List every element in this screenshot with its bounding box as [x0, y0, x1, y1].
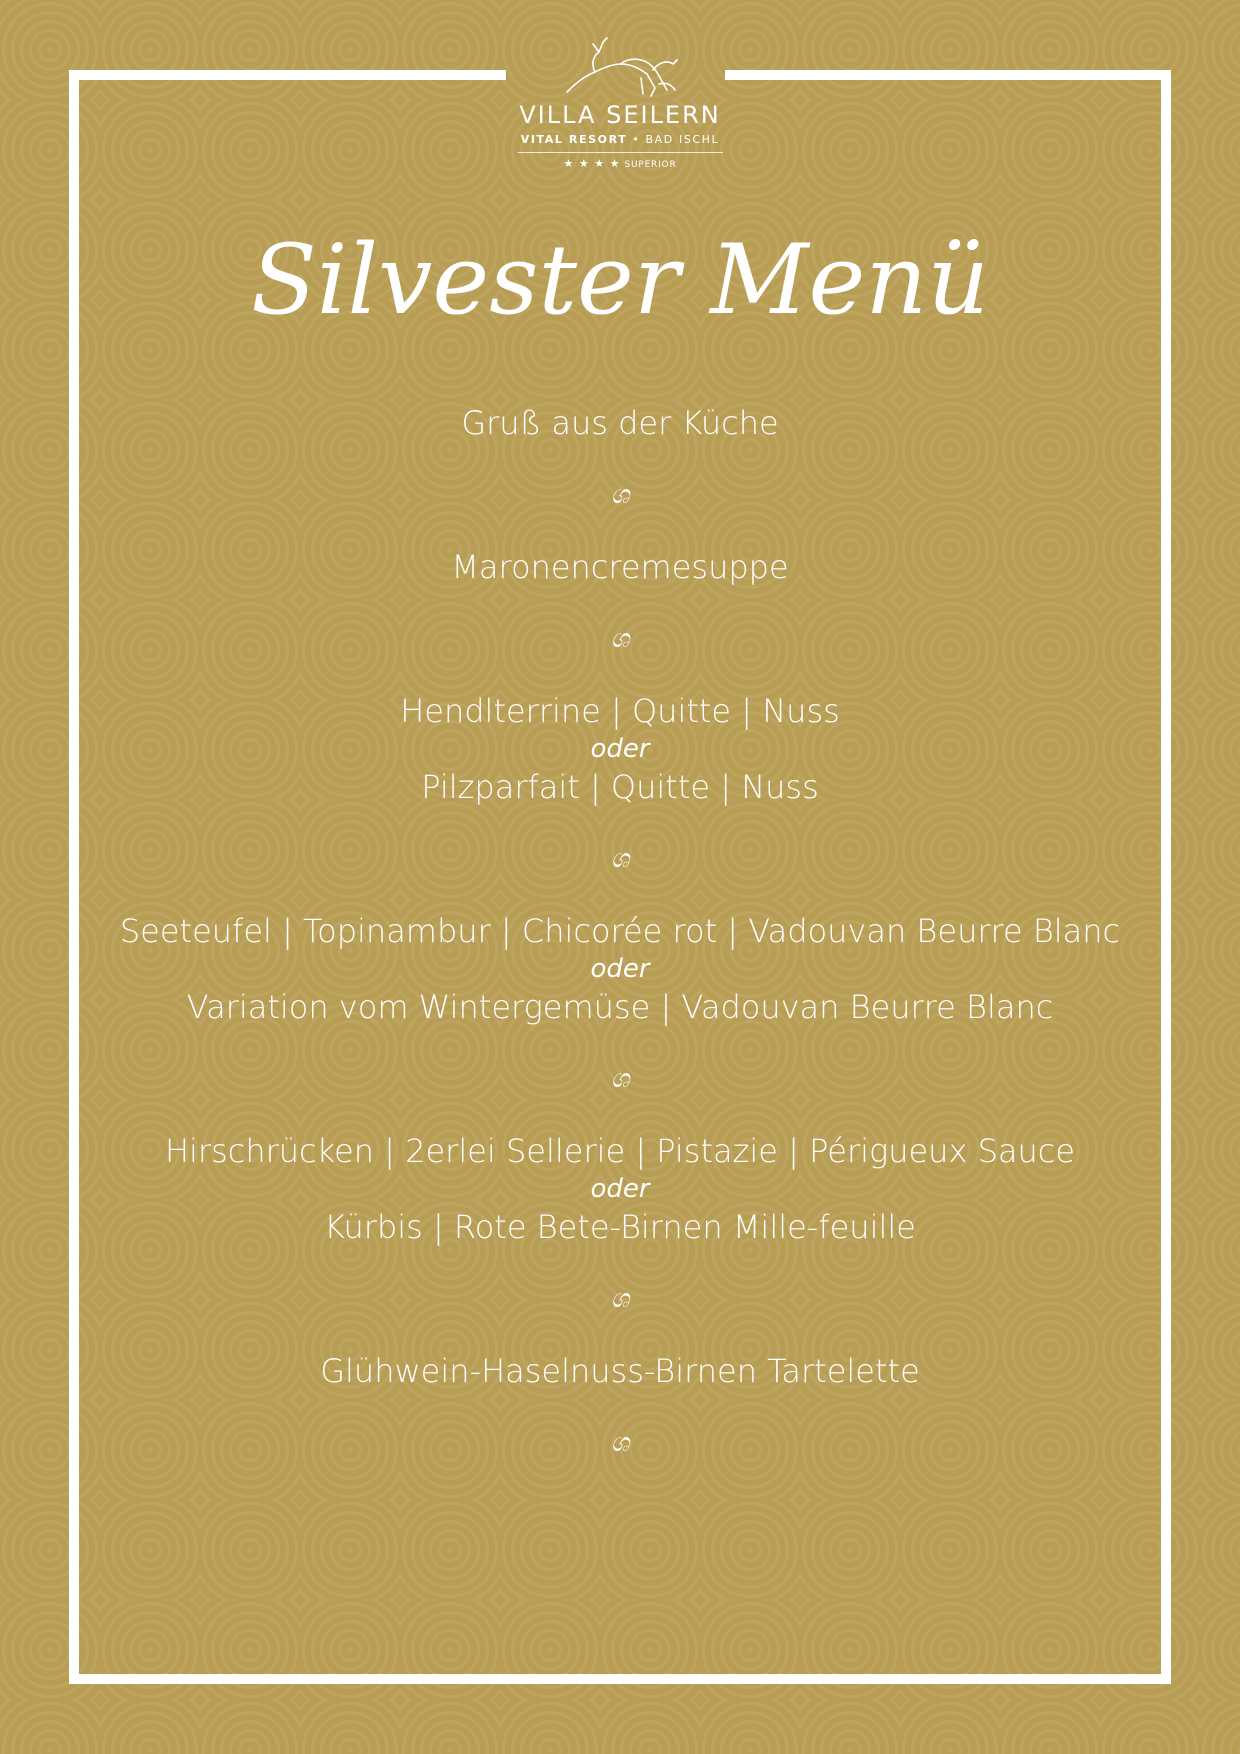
course-5 — [80, 1128, 1160, 1250]
course-4-main: Seeteufel | Topinambur | Chicorée rot | Vadouvan Beurre Blanc — [119, 912, 1121, 950]
logo-stars — [490, 157, 750, 172]
course-6 — [80, 1348, 1160, 1394]
separator-flourish-icon: ශ — [610, 1284, 630, 1314]
course-4 — [80, 908, 1160, 1030]
separator-flourish-icon: ශ — [610, 624, 630, 654]
menu-list — [80, 400, 1160, 1492]
separator-flourish-icon: ශ — [610, 844, 630, 874]
logo-rule — [518, 152, 723, 153]
course-3-main: Hendlterrine | Quitte | Nuss — [400, 692, 840, 730]
logo-subtitle-bold: VITAL RESORT — [520, 133, 628, 146]
course-3-alt: Pilzparfait | Quitte | Nuss — [421, 768, 819, 806]
course-1-main: Gruß aus der Küche — [461, 404, 779, 442]
course-6-main: Glühwein-Haselnuss-Birnen Tartelette — [320, 1352, 920, 1390]
logo — [490, 34, 750, 172]
frame-bottom — [69, 1674, 1171, 1684]
frame-top-right — [725, 70, 1171, 80]
course-3-oder: oder — [590, 734, 650, 764]
separator-flourish-icon: ශ — [610, 1064, 630, 1094]
course-5-oder: oder — [590, 1174, 650, 1204]
logo-subtitle-rest: • BAD ISCHL — [627, 133, 720, 146]
menu-title: Silvester Menü — [250, 224, 990, 336]
separator-flourish-icon: ශ — [610, 480, 630, 510]
course-1 — [80, 400, 1160, 446]
deer-logo-icon — [555, 34, 685, 100]
frame-top-left — [69, 70, 506, 80]
logo-name: VILLA SEILERN — [519, 101, 721, 129]
course-2 — [80, 544, 1160, 590]
separator-flourish-icon: ශ — [610, 1428, 630, 1458]
course-4-alt: Variation vom Wintergemüse | Vadouvan Beurre Blanc — [186, 988, 1054, 1026]
logo-stars-label: SUPERIOR — [624, 160, 677, 170]
course-5-alt: Kürbis | Rote Bete-Birnen Mille-feuille — [324, 1208, 916, 1246]
course-3 — [80, 688, 1160, 810]
course-5-main: Hirschrücken | 2erlei Sellerie | Pistazie | Périgueux Sauce — [164, 1132, 1076, 1170]
logo-subtitle — [490, 132, 750, 148]
star-rating-icon: ★ ★ ★ ★ — [563, 157, 621, 170]
course-2-main: Maronencremesuppe — [451, 548, 789, 586]
course-4-oder: oder — [590, 954, 650, 984]
